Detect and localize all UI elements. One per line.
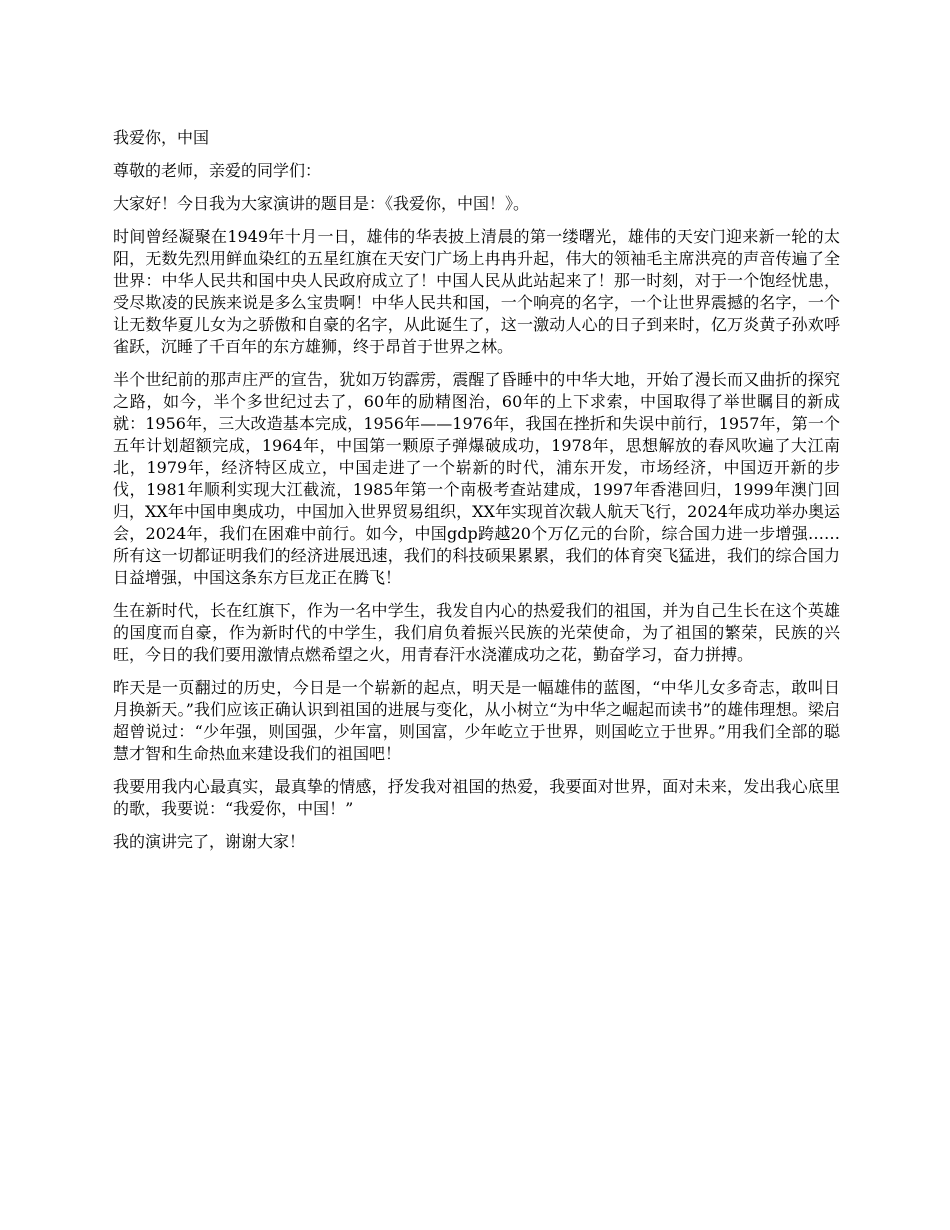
paragraph-achievements: 半个世纪前的那声庄严的宣告，犹如万钧霹雳，震醒了昏睡中的中华大地，开始了漫长而又曲折的探究之路，如今，半个多世纪过去了，60年的励精图治，60年的上下求索，中国取得了举世瞩目的新成就：1956年，三大改造基本完成，1956年——1976年，我国在挫折和失误中前行，1957年，第一个五年计划超额完成，1964年，中国第一颗原子弹爆破成功，1978年，思想解放的春风吹遍了大江南北，1979年，经济特区成立，中国走进了一个崭新的时代，浦东开发，市场经济，中国迈开新的步伐，1981年顺利实现大江截流，1985年第一个南极考查站建成，1997年香港回归，1999年澳门回归，XX年中国申奥成功，中国加入世界贸易组织，XX年实现首次载人航天飞行，2024年成功举办奥运会，2024年，我们在困难中前行。如今，中国gdp跨越20个万亿元的台阶，综合国力进一步增强……所有这一切都证明我们的经济进展迅速，我们的科技硕果累累，我们的体育突飞猛进，我们的综合国力日益增强，中国这条东方巨龙正在腾飞！: [113, 370, 840, 587]
paragraph-founding: 时间曾经凝聚在1949年十月一日，雄伟的华表披上清晨的第一缕曙光，雄伟的天安门迎来新一轮的太阳，无数先烈用鲜血染红的五星红旗在天安门广场上冉冉升起，伟大的领袖毛主席洪亮的声音传遍了全世界：中华人民共和国中央人民政府成立了！中国人民从此站起来了！那一时刻，对于一个饱经忧患，受尽欺凌的民族来说是多么宝贵啊！中华人民共和国，一个响亮的名字，一个让世界震撼的名字，一个让无数华夏儿女为之骄傲和自豪的名字，从此诞生了，这一激动人心的日子到来时，亿万炎黄子孙欢呼雀跃，沉睡了千百年的东方雄狮，终于昂首于世界之林。: [113, 227, 840, 356]
document-title: 我爱你，中国: [113, 128, 210, 147]
salutation: 尊敬的老师，亲爱的同学们：: [113, 161, 322, 180]
paragraph-history-future: 昨天是一页翻过的历史，今日是一个崭新的起点，明天是一幅雄伟的蓝图，“中华儿女多奇志，敢叫日月换新天。”我们应该正确认识到祖国的进展与变化，从小树立“为中华之崛起而读书”的雄伟理想。梁启超曾说过：“少年强，则国强，少年富，则国富，少年屹立于世界，则国屹立于世界。”用我们全部的聪慧才智和生命热血来建设我们的祖国吧！: [113, 678, 840, 763]
paragraph-greeting: 大家好！今日我为大家演讲的题目是：《我爱你，中国！》。: [113, 194, 530, 213]
paragraph-declaration: 我要用我内心最真实，最真挚的情感，抒发我对祖国的热爱，我要面对世界，面对未来，发出我心底里的歌，我要说：“我爱你，中国！”: [113, 777, 840, 818]
paragraph-closing: 我的演讲完了，谢谢大家！: [113, 832, 306, 851]
paragraph-new-era: 生在新时代，长在红旗下，作为一名中学生，我发自内心的热爱我们的祖国，并为自己生长在这个英雄的国度而自豪，作为新时代的中学生，我们肩负着振兴民族的光荣使命，为了祖国的繁荣，民族的兴旺，今日的我们要用激情点燃希望之火，用青春汗水浇灌成功之花，勤奋学习，奋力拼搏。: [113, 601, 840, 664]
document-page: [113, 127, 840, 864]
